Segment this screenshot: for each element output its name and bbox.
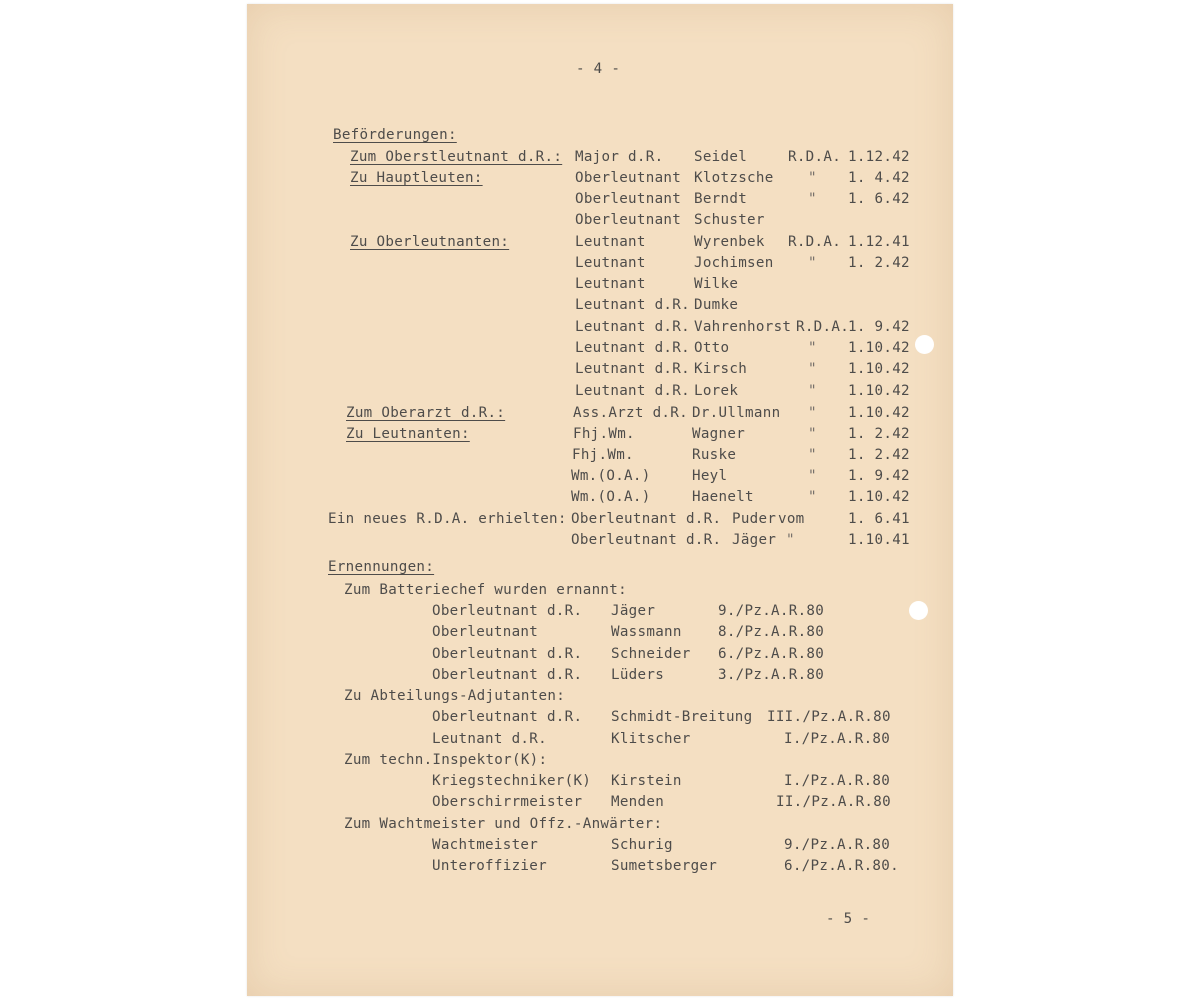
- rank-cell: Leutnant: [575, 234, 646, 250]
- rda-cell: R.D.A.: [796, 319, 850, 335]
- unit-cell: I./Pz.A.R.80: [784, 731, 891, 747]
- rank-cell: Kriegstechniker(K): [432, 773, 592, 789]
- rank-cell: Leutnant d.R.: [575, 319, 690, 335]
- rank-cell: Unteroffizier: [432, 858, 547, 874]
- ditto-mark: ": [808, 255, 817, 271]
- rank-cell: Oberleutnant: [575, 212, 682, 228]
- unit-cell: I./Pz.A.R.80: [784, 773, 891, 789]
- name-cell: Lorek: [694, 383, 739, 399]
- name-cell: Sumetsberger: [611, 858, 718, 874]
- name-cell: Kirsch: [694, 361, 748, 377]
- name-cell: Heyl: [692, 468, 728, 484]
- rank-cell: Oberleutnant d.R.: [571, 511, 722, 527]
- name-cell: Vahrenhorst: [694, 319, 792, 335]
- rank-cell: Leutnant d.R.: [575, 297, 690, 313]
- date-cell: 1. 6.41: [848, 511, 910, 527]
- name-cell: Menden: [611, 794, 665, 810]
- rank-cell: Oberschirrmeister: [432, 794, 583, 810]
- name-cell: Dumke: [694, 297, 739, 313]
- date-cell: 1.12.42: [848, 149, 910, 165]
- ditto-mark: ": [808, 361, 817, 377]
- date-cell: 1.10.42: [848, 361, 910, 377]
- group-label: Zu Hauptleuten:: [350, 170, 483, 186]
- ditto-mark: ": [808, 340, 817, 356]
- rank-cell: Oberleutnant d.R.: [432, 646, 583, 662]
- rank-cell: Oberleutnant: [432, 624, 539, 640]
- rank-cell: Oberleutnant d.R.: [432, 667, 583, 683]
- date-cell: 1.10.42: [848, 340, 910, 356]
- rank-cell: Ass.Arzt d.R.: [573, 405, 688, 421]
- date-cell: 1.10.41: [848, 532, 910, 548]
- ditto-mark: ": [808, 383, 817, 399]
- rank-cell: Oberleutnant d.R.: [571, 532, 722, 548]
- name-cell: Schurig: [611, 837, 673, 853]
- rank-cell: Oberleutnant d.R.: [432, 709, 583, 725]
- rank-cell: Leutnant: [575, 276, 646, 292]
- rank-cell: Fhj.Wm.: [573, 426, 635, 442]
- rank-cell: Wm.(O.A.): [571, 468, 651, 484]
- name-cell: Wassmann: [611, 624, 682, 640]
- punch-hole-upper: [915, 335, 934, 354]
- unit-cell: III./Pz.A.R.80: [767, 709, 891, 725]
- date-cell: 1.10.42: [848, 489, 910, 505]
- date-cell: 1. 4.42: [848, 170, 910, 186]
- group-label: Zum Oberstleutnant d.R.:: [350, 149, 563, 165]
- rank-cell: Oberleutnant: [575, 191, 682, 207]
- rank-cell: Leutnant d.R.: [575, 383, 690, 399]
- ditto-mark: ": [808, 191, 817, 207]
- rank-cell: Leutnant d.R.: [575, 361, 690, 377]
- name-cell: Dr.Ullmann: [692, 405, 781, 421]
- name-cell: Wyrenbek: [694, 234, 765, 250]
- rda-cell: R.D.A.: [788, 149, 842, 165]
- subsection-label: Zum techn.Inspektor(K):: [344, 752, 548, 768]
- name-cell: Lüders: [611, 667, 665, 683]
- rank-cell: Fhj.Wm.: [572, 447, 634, 463]
- unit-cell: II./Pz.A.R.80: [776, 794, 891, 810]
- ditto-mark: ": [808, 426, 817, 442]
- date-cell: 1.10.42: [848, 383, 910, 399]
- unit-cell: 6./Pz.A.R.80: [718, 646, 825, 662]
- rank-cell: Wm.(O.A.): [571, 489, 651, 505]
- name-cell: Klitscher: [611, 731, 691, 747]
- group-label: Zu Leutnanten:: [346, 426, 470, 442]
- rank-cell: Oberleutnant: [575, 170, 682, 186]
- name-cell: Klotzsche: [694, 170, 774, 186]
- ditto-mark: ": [808, 447, 817, 463]
- name-cell: Kirstein: [611, 773, 682, 789]
- name-cell: Puder: [732, 511, 777, 527]
- date-cell: 1. 2.42: [848, 447, 910, 463]
- name-cell: Ruske: [692, 447, 737, 463]
- rank-cell: Wachtmeister: [432, 837, 539, 853]
- section-heading-ernennungen: Ernennungen:: [328, 559, 435, 575]
- name-cell: Wilke: [694, 276, 739, 292]
- unit-cell: 8./Pz.A.R.80: [718, 624, 825, 640]
- note-cell: vom: [778, 511, 805, 527]
- ditto-mark: ": [808, 405, 817, 421]
- name-cell: Schneider: [611, 646, 691, 662]
- ditto-mark: ": [786, 532, 795, 548]
- subsection-label: Zu Abteilungs-Adjutanten:: [344, 688, 566, 704]
- punch-hole-lower: [909, 601, 928, 620]
- section-heading-befoerderungen: Beförderungen:: [333, 127, 457, 143]
- name-cell: Haenelt: [692, 489, 754, 505]
- group-label: Zum Oberarzt d.R.:: [346, 405, 506, 421]
- group-label: Zu Oberleutnanten:: [350, 234, 510, 250]
- subsection-label: Zum Batteriechef wurden ernannt:: [344, 582, 627, 598]
- name-cell: Wagner: [692, 426, 746, 442]
- subsection-label: Zum Wachtmeister und Offz.-Anwärter:: [344, 816, 663, 832]
- name-cell: Berndt: [694, 191, 748, 207]
- name-cell: Jäger: [611, 603, 656, 619]
- ditto-mark: ": [808, 170, 817, 186]
- name-cell: Otto: [694, 340, 730, 356]
- rank-cell: Leutnant d.R.: [432, 731, 547, 747]
- date-cell: 1. 6.42: [848, 191, 910, 207]
- name-cell: Schmidt-Breitung: [611, 709, 753, 725]
- rda-label: Ein neues R.D.A. erhielten:: [328, 511, 567, 527]
- ditto-mark: ": [808, 489, 817, 505]
- date-cell: 1.10.42: [848, 405, 910, 421]
- ditto-mark: ": [808, 468, 817, 484]
- name-cell: Jäger: [732, 532, 777, 548]
- unit-cell: 6./Pz.A.R.80.: [784, 858, 899, 874]
- rank-cell: Major d.R.: [575, 149, 664, 165]
- date-cell: 1.12.41: [848, 234, 910, 250]
- name-cell: Seidel: [694, 149, 748, 165]
- rda-cell: R.D.A.: [788, 234, 842, 250]
- rank-cell: Oberleutnant d.R.: [432, 603, 583, 619]
- unit-cell: 3./Pz.A.R.80: [718, 667, 825, 683]
- unit-cell: 9./Pz.A.R.80: [718, 603, 825, 619]
- rank-cell: Leutnant: [575, 255, 646, 271]
- date-cell: 1. 2.42: [848, 255, 910, 271]
- date-cell: 1. 9.42: [848, 468, 910, 484]
- date-cell: 1. 2.42: [848, 426, 910, 442]
- name-cell: Jochimsen: [694, 255, 774, 271]
- next-page-marker: - 5 -: [826, 911, 871, 927]
- unit-cell: 9./Pz.A.R.80: [784, 837, 891, 853]
- rank-cell: Leutnant d.R.: [575, 340, 690, 356]
- name-cell: Schuster: [694, 212, 765, 228]
- date-cell: 1. 9.42: [848, 319, 910, 335]
- page-number: - 4 -: [576, 61, 621, 77]
